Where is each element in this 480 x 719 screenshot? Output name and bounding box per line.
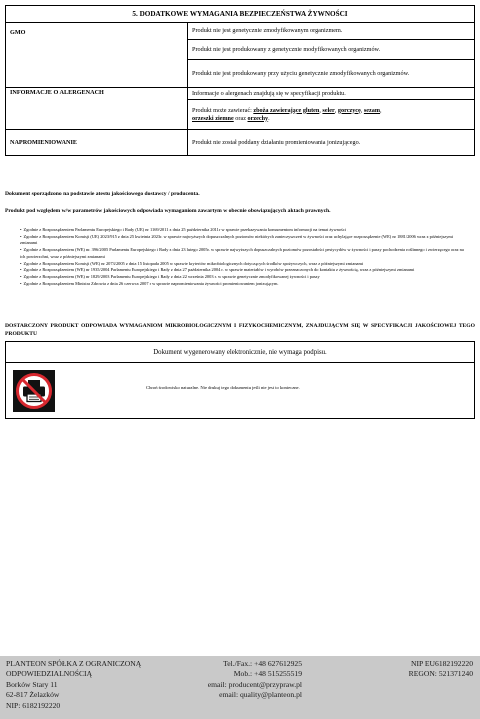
regulation-item: • Zgodnie z Rozporządzeniem Komisji (WE) nr 2073/2005 z dnia 15 listopada 2005 w sprawie kryteriów mikrobiologicznych dotyczących środków spożywczych, wraz z późniejszymi zmianami <box>20 261 468 268</box>
footer-regon: REGON: 521371240 <box>408 669 473 679</box>
footer-tel: Tel./Fax.: +48 627612925 <box>223 659 302 668</box>
spec-statement: DOSTARCZONY PRODUKT ODPOWIADA WYMAGANIOM MIKROBIOLOGICZNYM I FIZYKOCHEMICZNYM, ZNAJDUJĄCYM SIĘ W SPECYFIKACJI JAKOŚCIOWEJ TEGO PRODUKTU <box>5 323 475 338</box>
compliance-note: Produkt pod względem w/w parametrów jakościowych odpowiada wymaganiom zawartym w obecnie obowiązujących aktach prawnych. <box>5 208 331 214</box>
footer-nip-eu: NIP EU6182192220 <box>411 659 473 668</box>
allergen-item: orzeszki ziemne <box>192 114 234 122</box>
company-name-line-2: ODPOWIEDZIALNOŚCIĄ <box>6 669 93 679</box>
gmo-row-1: Produkt nie jest genetycznie zmodyfikowanym organizmem. <box>188 23 475 40</box>
safety-requirements-table <box>5 5 475 156</box>
irradiation-text: Produkt nie został poddany działaniu promieniowania jonizującego. <box>188 130 475 156</box>
footer-contact <box>186 659 302 701</box>
company-city: 62-817 Żelazków <box>6 690 60 700</box>
allergen-item: seler <box>322 106 335 114</box>
allergen-item: zboża zawierające gluten <box>253 106 320 114</box>
regulation-item: • Zgodnie z Rozporządzeniem (WE) nr 1935/2004 Parlamentu Europejskiego i Rady z dnia 27 października 2004 r. w sprawie materiałów i wyrobów przeznaczonych do kontaktu z żywnością, wraz z późniejszymi zmianami <box>20 267 468 274</box>
regulation-item: • Zgodnie z Rozporządzeniem (WE) nr. 396/2005 Parlamentu Europejskiego i Rady z dnia 23 lutego 2005r. w sprawie najwyższych dopuszczalnych poziomów pozostałości pestycydów w żywności i paszy pochodzenia roślinnego i zwierzęcego oraz na ich powierzchni, wraz z późniejszymi zmianami <box>20 247 468 260</box>
allergen-item: orzechy <box>247 114 269 122</box>
regulation-item: • Zgodnie z Rozporządzeniem Ministra Zdrowia z dnia 26 czerwca 2007 r w sprawie napromieniowania żywności promieniowaniem jonizującym. <box>20 281 468 288</box>
allergens-label: INFORMACJE O ALERGENACH <box>6 88 188 130</box>
eco-note: Chroń środowisko naturalne. Nie drukuj tego dokumentu jeśli nie jest to konieczne. <box>146 385 300 390</box>
source-note: Dokument sporządzono na podstawie atestu jakościowego dostawcy / producenta. <box>5 191 200 197</box>
allergens-prefix: Produkt może zawierać: <box>192 106 252 114</box>
company-name-line-1: PLANTEON SPÓŁKA Z OGRANICZONĄ <box>6 659 142 668</box>
regulation-item: • Zgodnie z Rozporządzeniem Parlamentu Europejskiego i Rady (UE) nr 1169/2011 z dnia 25 października 2011r w sprawie przekazywania konsumentom informacji na temat żywności <box>20 227 468 234</box>
footer-mob: Mob.: +48 515255519 <box>233 669 302 679</box>
gmo-label: GMO <box>6 23 188 88</box>
allergen-item: sezam <box>363 106 381 114</box>
no-print-icon <box>13 370 55 412</box>
allergens-row-2: Produkt może zawierać: zboża zawierające gluten, seler, gorczycę, sezam, orzeszki ziemne oraz orzechy. <box>188 100 475 130</box>
footer-company <box>6 659 141 711</box>
generated-note: Dokument wygenerowany elektronicznie, nie wymaga podpisu. <box>6 342 474 363</box>
regulations-list <box>20 227 468 287</box>
gmo-row-2: Produkt nie jest produkowany z genetycznie modyfikowanych organizmów. <box>188 40 475 60</box>
company-nip: NIP: 6182192220 <box>6 700 61 710</box>
allergen-item: gorczycę <box>337 106 361 114</box>
footer-email-quality: email: quality@planteon.pl <box>219 690 302 700</box>
gmo-row-3: Produkt nie jest produkowany przy użyciu genetycznie zmodyfikowanych organizmów. <box>188 60 475 88</box>
section-title: 5. DODATKOWE WYMAGANIA BEZPIECZEŃSTWA ŻYWNOŚCI <box>6 6 475 23</box>
regulation-item: • Zgodnie z Rozporządzeniem (WE) nr 1829/2003 Parlamentu Europejskiego i Rady z dnia 22 września 2003 r. w sprawie genetycznie zmodyfikowanej żywności i paszy <box>20 274 468 281</box>
electronic-document-box <box>5 341 475 419</box>
company-street: Borków Stary 11 <box>6 679 58 689</box>
footer-registry <box>409 659 473 680</box>
eco-row <box>6 363 474 419</box>
regulation-item: • Zgodnie z Rozporządzeniem Komisji (UE) 2023/915 z dnia 25 kwietnia 2023r. w sprawie najwyższych dopuszczalnych poziomów niektórych zanieczyszczeń w żywności oraz uchylające rozporządzenie (WE) nr 1881/2006 wraz z późniejszymi zmianami <box>20 234 468 247</box>
allergens-row-1: Informacje o alergenach znajdują się w specyfikacji produktu. <box>188 88 475 100</box>
footer-email-producent: email: producent@przypraw.pl <box>207 679 302 689</box>
page-footer <box>0 656 480 719</box>
irradiation-label: NAPROMIENIOWANIE <box>6 130 188 156</box>
